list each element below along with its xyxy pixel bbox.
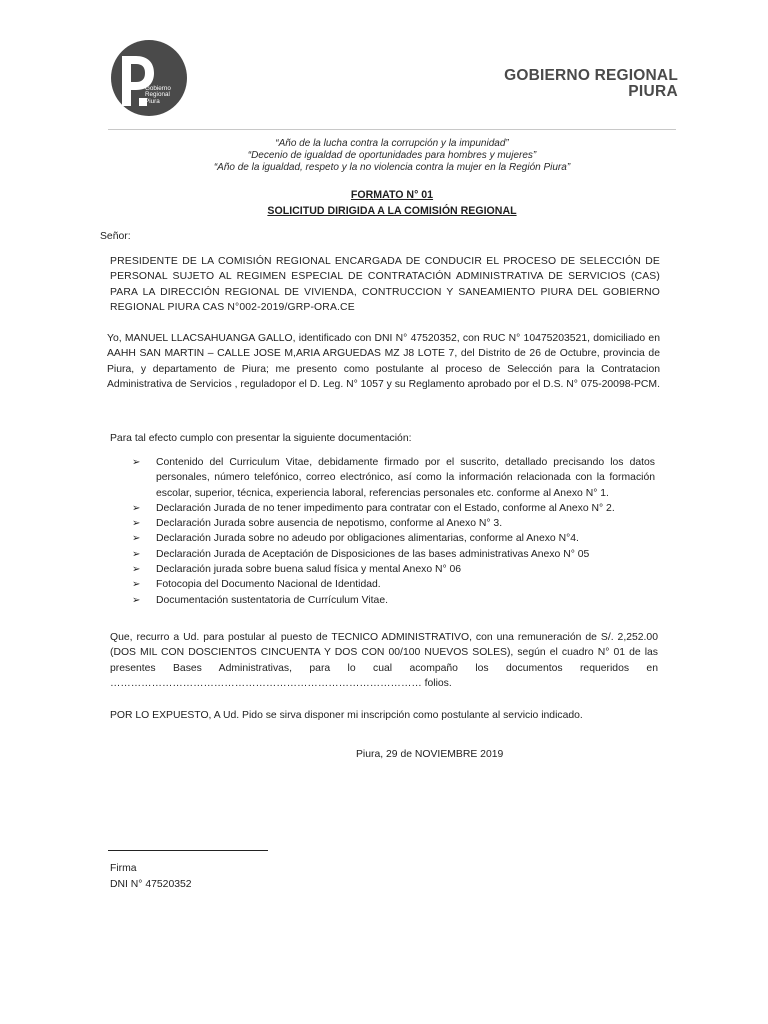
list-item-text: Contenido del Curriculum Vitae, debidamente firmado por el suscrito, detallado precisando los datos personales, número telefónico, correo electrónico, así como la información relacionada con la formación escolar, superior, técnica, experiencia laboral, referencias personales etc. conforme al Anexo N° 1.: [156, 457, 655, 499]
documents-list: [110, 455, 655, 608]
list-item-text: Declaración Jurada sobre no adeudo por obligaciones alimentarias, conforme al Anexo N°4.: [156, 533, 579, 545]
arrow-bullet-icon: ➢: [132, 594, 141, 606]
list-item-text: Declaración Jurada de no tener impedimento para contratar con el Estado, conforme al Anexo N° 2.: [156, 502, 615, 514]
document-titles: [108, 187, 676, 219]
request-paragraph: Que, recurro a Ud. para postular al puesto de TECNICO ADMINISTRATIVO, con una remuneración de S/. 2,252.00 (DOS MIL CON DOSCIENTOS CINCUENTA Y DOS CON 00/100 NUEVOS SOLES), según el cuadro N° 01 de las presentes Bases Administrativas, para lo cual acompaño los documentos requeridos en ……………………………………………………………………………… folios.: [110, 632, 658, 689]
arrow-bullet-icon: ➢: [132, 579, 141, 591]
org-name-line1: GOBIERNO REGIONAL: [504, 67, 678, 84]
list-item-text: Declaración Jurada de Aceptación de Disposiciones de las bases administrativas Anexo N° 05: [156, 548, 590, 560]
list-item: [110, 501, 655, 516]
list-item: [110, 547, 655, 562]
place-and-date: Piura, 29 de NOVIEMBRE 2019: [356, 749, 504, 760]
motto-line: “Decenio de igualdad de oportunidades para hombres y mujeres”: [247, 150, 537, 161]
logo-text-line: Piura: [145, 97, 160, 105]
arrow-bullet-icon: ➢: [132, 502, 141, 514]
year-mottos: [108, 138, 676, 174]
arrow-bullet-icon: ➢: [132, 564, 141, 576]
documents-intro: Para tal efecto cumplo con presentar la siguiente documentación:: [110, 433, 412, 444]
motto-line: “Año de la lucha contra la corrupción y la impunidad”: [275, 138, 509, 149]
list-item-text: Documentación sustentatoria de Currículum Vitae.: [156, 594, 388, 606]
organization-name: [504, 68, 678, 100]
logo-text-line: Regional: [145, 91, 170, 99]
list-item-text: Fotocopia del Documento Nacional de Identidad.: [156, 579, 381, 591]
list-item-text: Declaración Jurada sobre ausencia de nepotismo, conforme al Anexo N° 3.: [156, 518, 503, 530]
logo-wordmark: [145, 86, 171, 105]
arrow-bullet-icon: ➢: [132, 548, 141, 560]
arrow-bullet-icon: ➢: [132, 533, 141, 545]
closing-paragraph: POR LO EXPUESTO, A Ud. Pido se sirva disponer mi inscripción como postulante al servicio indicado.: [110, 710, 583, 721]
logo-text-line: Gobierno: [145, 85, 171, 92]
list-item: [110, 516, 655, 531]
addressee-paragraph: PRESIDENTE DE LA COMISIÓN REGIONAL ENCARGADA DE CONDUCIR EL PROCESO DE SELECCIÓN DE PERSONAL SUJETO AL REGIMEN ESPECIAL DE CONTRATACIÓN ADMINISTRATIVA DE SERVICIOS (CAS) PARA LA DIRECCIÓN REGIONAL DE VIVIENDA, CONTRUCCION Y SANEAMIENTO PIURA DEL GOBIERNO REGIONAL PIURA CAS N°002-2019/GRP-ORA.CE: [110, 256, 660, 313]
motto-line: “Año de la igualdad, respeto y la no violencia contra la mujer en la Región Piura”: [213, 162, 571, 173]
gobierno-regional-logo: [109, 40, 189, 116]
format-title: FORMATO N° 01: [350, 189, 434, 201]
signature-line: [108, 850, 268, 851]
list-item: [110, 577, 655, 592]
list-item: [110, 593, 655, 608]
list-item-text: Declaración jurada sobre buena salud física y mental Anexo N° 06: [156, 564, 462, 576]
list-item: [110, 531, 655, 546]
subject-title: SOLICITUD DIRIGIDA A LA COMISIÓN REGIONAL: [267, 205, 517, 217]
org-name-line2: PIURA: [628, 83, 678, 100]
list-item: [110, 562, 655, 577]
declaration-paragraph: Yo, MANUEL LLACSAHUANGA GALLO, identificado con DNI N° 47520352, con RUC N° 10475203521, domiciliado en AAHH SAN MARTIN – CALLE JOSE M,ARIA ARGUEDAS MZ J8 LOTE 7, del Distrito de 26 de Octubre, provincia de Piura, y departamento de Piura; me presento como postulante al proceso de Selección para la Contratacion Administrativa de Servicios , reguladopor el D. Leg. N° 1057 y su Reglamento aprobado por el D.S. N° 075-20098-PCM.: [107, 333, 660, 390]
arrow-bullet-icon: ➢: [132, 518, 141, 530]
list-item: [110, 455, 655, 501]
salutation: Señor:: [100, 231, 131, 242]
arrow-bullet-icon: ➢: [132, 457, 141, 468]
signature-label: Firma: [110, 863, 137, 874]
signer-dni: DNI N° 47520352: [110, 879, 192, 890]
header-divider: [108, 129, 676, 130]
